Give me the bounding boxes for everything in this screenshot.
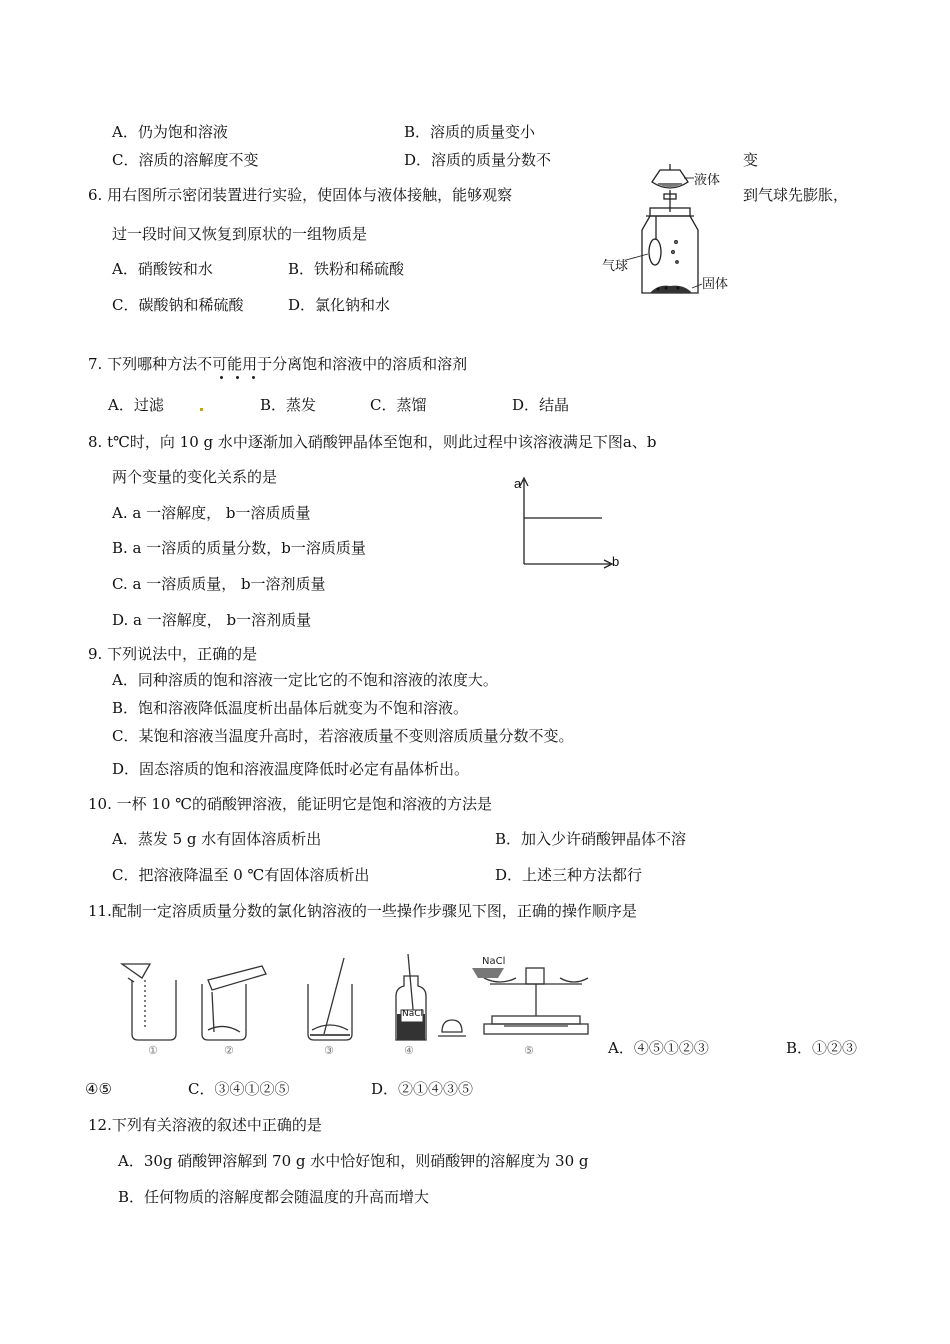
q11-option-b-tail: ④⑤ — [85, 1080, 112, 1098]
q11-stem: 11.配制一定溶质质量分数的氯化钠溶液的一些操作步骤见下图，正确的操作顺序是 — [88, 902, 637, 920]
q5-option-a: A．仍为饱和溶液 — [112, 123, 228, 141]
q12-option-a: A．30g 硝酸钾溶解到 70 g 水中恰好饱和，则硝酸钾的溶解度为 30 g — [118, 1152, 589, 1170]
q8-axis-a: a — [514, 476, 522, 491]
q6-stem-line1: 6. 用右图所示密闭装置进行实验，使固体与液体接触，能够观察 — [88, 186, 513, 204]
q11-label-4: ④ — [404, 1044, 414, 1057]
emphasis-dot — [220, 376, 223, 379]
q12-stem: 12.下列有关溶液的叙述中正确的是 — [88, 1116, 322, 1134]
q9-option-c: C．某饱和溶液当温度升高时，若溶液质量不变则溶质质量分数不变。 — [112, 727, 574, 745]
q6-stem-line2: 过一段时间又恢复到原状的一组物质是 — [112, 225, 368, 243]
q11-option-a: A．④⑤①②③ — [608, 1039, 709, 1057]
q11-nacl-balance: NaCl — [482, 956, 506, 967]
q6-option-a: A．硝酸铵和水 — [112, 260, 213, 278]
q7-option-b: B．蒸发 — [260, 396, 317, 414]
q8-option-a: A. a 一溶解度， b一溶质质量 — [112, 504, 311, 522]
q11-label-3: ③ — [324, 1044, 334, 1057]
q5-option-b: B．溶质的质量变小 — [404, 123, 536, 141]
q9-stem: 9. 下列说法中，正确的是 — [88, 645, 258, 663]
q6-stem-line1-tail: 到气球先膨胀， — [743, 186, 849, 204]
q7-option-d: D．结晶 — [512, 396, 570, 414]
q6-label-balloon: 气球 — [602, 258, 629, 273]
emphasis-dot — [252, 376, 255, 379]
q8-axis-b: b — [612, 554, 620, 569]
q5-option-d-tail: 变 — [743, 151, 759, 169]
q9-option-a: A．同种溶质的饱和溶液一定比它的不饱和溶液的浓度大。 — [112, 671, 498, 689]
q11-nacl-bottle: NaCl — [402, 1009, 424, 1019]
q10-option-d: D．上述三种方法都行 — [495, 866, 643, 884]
q8-option-c: C. a 一溶质质量， b一溶剂质量 — [112, 575, 326, 593]
q8-option-d: D. a 一溶解度， b一溶剂质量 — [112, 611, 312, 629]
q12-option-b: B．任何物质的溶解度都会随温度的升高而增大 — [118, 1188, 430, 1206]
q6-option-d: D．氯化钠和水 — [288, 296, 391, 314]
q8-stem-line1: 8. t℃时，向 10 g 水中逐渐加入硝酸钾晶体至饱和，则此过程中该溶液满足下图a、b — [88, 433, 657, 451]
q10-option-a: A．蒸发 5 g 水有固体溶质析出 — [112, 830, 322, 848]
q11-label-1: ① — [148, 1044, 158, 1057]
q6-option-c: C．碳酸钠和稀硫酸 — [112, 296, 244, 314]
q8-stem-line2: 两个变量的变化关系的是 — [112, 468, 278, 486]
q5-option-c: C．溶质的溶解度不变 — [112, 151, 259, 169]
mark-dot — [200, 408, 203, 411]
q11-option-b-head: B．①②③ — [786, 1039, 858, 1057]
q11-steps-drawing — [112, 950, 592, 1060]
q11-option-c: C．③④①②⑤ — [188, 1080, 290, 1098]
q7-option-c: C．蒸馏 — [370, 396, 427, 414]
q11-label-2: ② — [224, 1044, 234, 1057]
q8-option-b: B. a 一溶质的质量分数，b一溶质质量 — [112, 539, 366, 557]
q8-graph — [508, 470, 628, 580]
q10-option-c: C．把溶液降温至 0 ℃有固体溶质析出 — [112, 866, 370, 884]
q11-option-d: D．②①④③⑤ — [371, 1080, 474, 1098]
q10-stem: 10. 一杯 10 ℃的硝酸钾溶液，能证明它是饱和溶液的方法是 — [88, 795, 493, 813]
emphasis-dot — [236, 376, 239, 379]
q11-steps-figure — [112, 950, 592, 1060]
q6-label-liquid: 液体 — [694, 172, 721, 187]
q11-label-5: ⑤ — [524, 1044, 534, 1057]
q6-label-solid: 固体 — [702, 276, 729, 291]
q10-option-b: B．加入少许硝酸钾晶体不溶 — [495, 830, 687, 848]
q6-option-b: B．铁粉和稀硫酸 — [288, 260, 405, 278]
q5-option-d: D．溶质的质量分数不 — [404, 151, 552, 169]
q8-graph-drawing — [508, 470, 628, 580]
q7-stem: 7. 下列哪种方法不可能用于分离饱和溶液中的溶质和溶剂 — [88, 355, 468, 373]
q7-option-a: A．过滤 — [108, 396, 164, 414]
q9-option-b: B．饱和溶液降低温度析出晶体后就变为不饱和溶液。 — [112, 699, 469, 717]
q6-apparatus-figure — [598, 160, 738, 300]
q9-option-d: D．固态溶质的饱和溶液温度降低时必定有晶体析出。 — [112, 760, 470, 778]
